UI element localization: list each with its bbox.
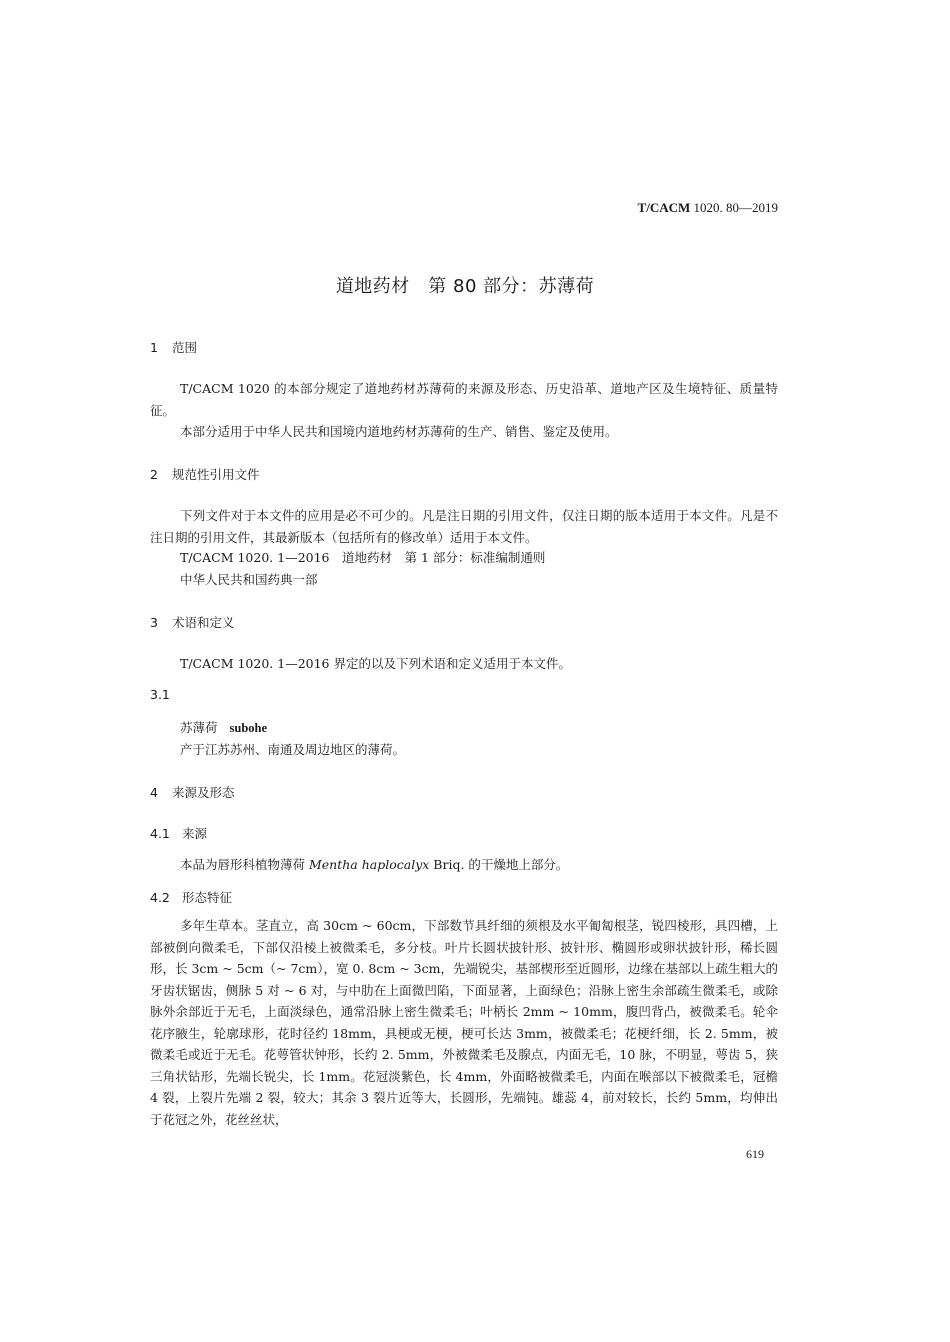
section-number: 4.2: [150, 890, 170, 905]
section-number: 3.1: [150, 687, 170, 702]
section-heading-source-morphology: [150, 783, 235, 801]
term-english: subohe: [229, 721, 268, 735]
standard-code: [638, 200, 778, 216]
standard-prefix: T/CACM: [637, 200, 691, 215]
term-chinese: 苏薄荷: [180, 720, 218, 735]
section-title: 术语和定义: [172, 615, 235, 630]
section-title: 形态特征: [182, 890, 233, 905]
terms-paragraph: T/CACM 1020. 1—2016 界定的以及下列术语和定义适用于本文件。: [180, 656, 571, 671]
term-entry: [180, 718, 267, 736]
term-definition: 产于江苏苏州、南通及周边地区的薄荷。: [180, 742, 406, 757]
section-heading-references: [150, 465, 260, 483]
source-text-post: Briq. 的干燥地上部分。: [429, 857, 569, 872]
section-number: 1: [150, 340, 158, 355]
reference-item: 中华人民共和国药典一部: [180, 572, 318, 587]
reference-item: T/CACM 1020. 1—2016 道地药材 第 1 部分：标准编制通则: [180, 550, 546, 565]
page-title: 道地药材 第 80 部分：苏薄荷: [335, 276, 595, 297]
standard-number: 1020. 80—2019: [690, 200, 778, 215]
source-text-pre: 本品为唇形科植物薄荷: [180, 857, 309, 872]
section-number: 4.1: [150, 826, 170, 841]
section-title: 规范性引用文件: [172, 467, 260, 482]
section-title: 来源: [182, 826, 208, 841]
subsection-heading-4-2: [150, 888, 232, 906]
morphology-paragraph: 多年生草本。茎直立，高 30cm ~ 60cm，下部数节具纤细的须根及水平匍匐根茎，锐四棱形，具四槽，上部被倒向微柔毛，下部仅沿棱上被微柔毛，多分枝。叶片长圆状披针形、披针形、椭圆形或卵状披针形，稀长圆形，长 3cm ~ 5cm（~ 7cm），宽 0. 8cm ~ 3cm，先端锐尖，基部楔形至近圆形，边缘在基部以上疏生粗大的牙齿状锯齿，侧脉 5 对 ~ 6 对，与中肋在上面微凹陷，下面显著，上面绿色；沿脉上密生余部疏生微柔毛，或除脉外余部近于无毛，上面淡绿色，通常沿脉上密生微柔毛；叶柄长 2mm ~ 10mm，腹凹背凸，被微柔毛。轮伞花序腋生，轮廓球形，花时径约 18mm，具梗或无梗，梗可长达 3mm，被微柔毛；花梗纤细，长 2. 5mm，被微柔毛或近于无毛。花萼管状钟形，长约 2. 5mm，外被微柔毛及腺点，内面无毛，10 脉，不明显，萼齿 5，狭三角状钻形，先端长锐尖，长 1mm。花冠淡紫色，长 4mm，外面略被微柔毛，内面在喉部以下被微柔毛，冠檐 4 裂，上裂片先端 2 裂，较大；其余 3 裂片近等大，长圆形，先端钝。雄蕊 4，前对较长，长约 5mm，均伸出于花冠之外，花丝丝状，: [150, 918, 778, 1127]
source-paragraph: [180, 855, 568, 873]
page-number: 619: [746, 1147, 764, 1161]
section-number: 2: [150, 467, 158, 482]
section-title: 来源及形态: [172, 785, 235, 800]
section-number: 4: [150, 785, 158, 800]
references-paragraph: 下列文件对于本文件的应用是必不可少的。凡是注日期的引用文件，仅注日期的版本适用于本文件。凡是不注日期的引用文件，其最新版本（包括所有的修改单）适用于本文件。: [150, 508, 778, 545]
scope-paragraph-1: T/CACM 1020 的本部分规定了道地药材苏薄荷的来源及形态、历史沿革、道地产区及生境特征、质量特征。: [150, 381, 778, 418]
subsection-heading-4-1: [150, 824, 207, 842]
subsection-heading-3-1: [150, 687, 170, 702]
section-title: 范围: [172, 340, 198, 355]
source-latin-name: Mentha haplocalyx: [308, 857, 430, 872]
section-heading-terms: [150, 613, 235, 631]
section-number: 3: [150, 615, 158, 630]
section-heading-scope: [150, 338, 197, 356]
scope-paragraph-2: 本部分适用于中华人民共和国境内道地药材苏薄荷的生产、销售、鉴定及使用。: [180, 424, 618, 439]
